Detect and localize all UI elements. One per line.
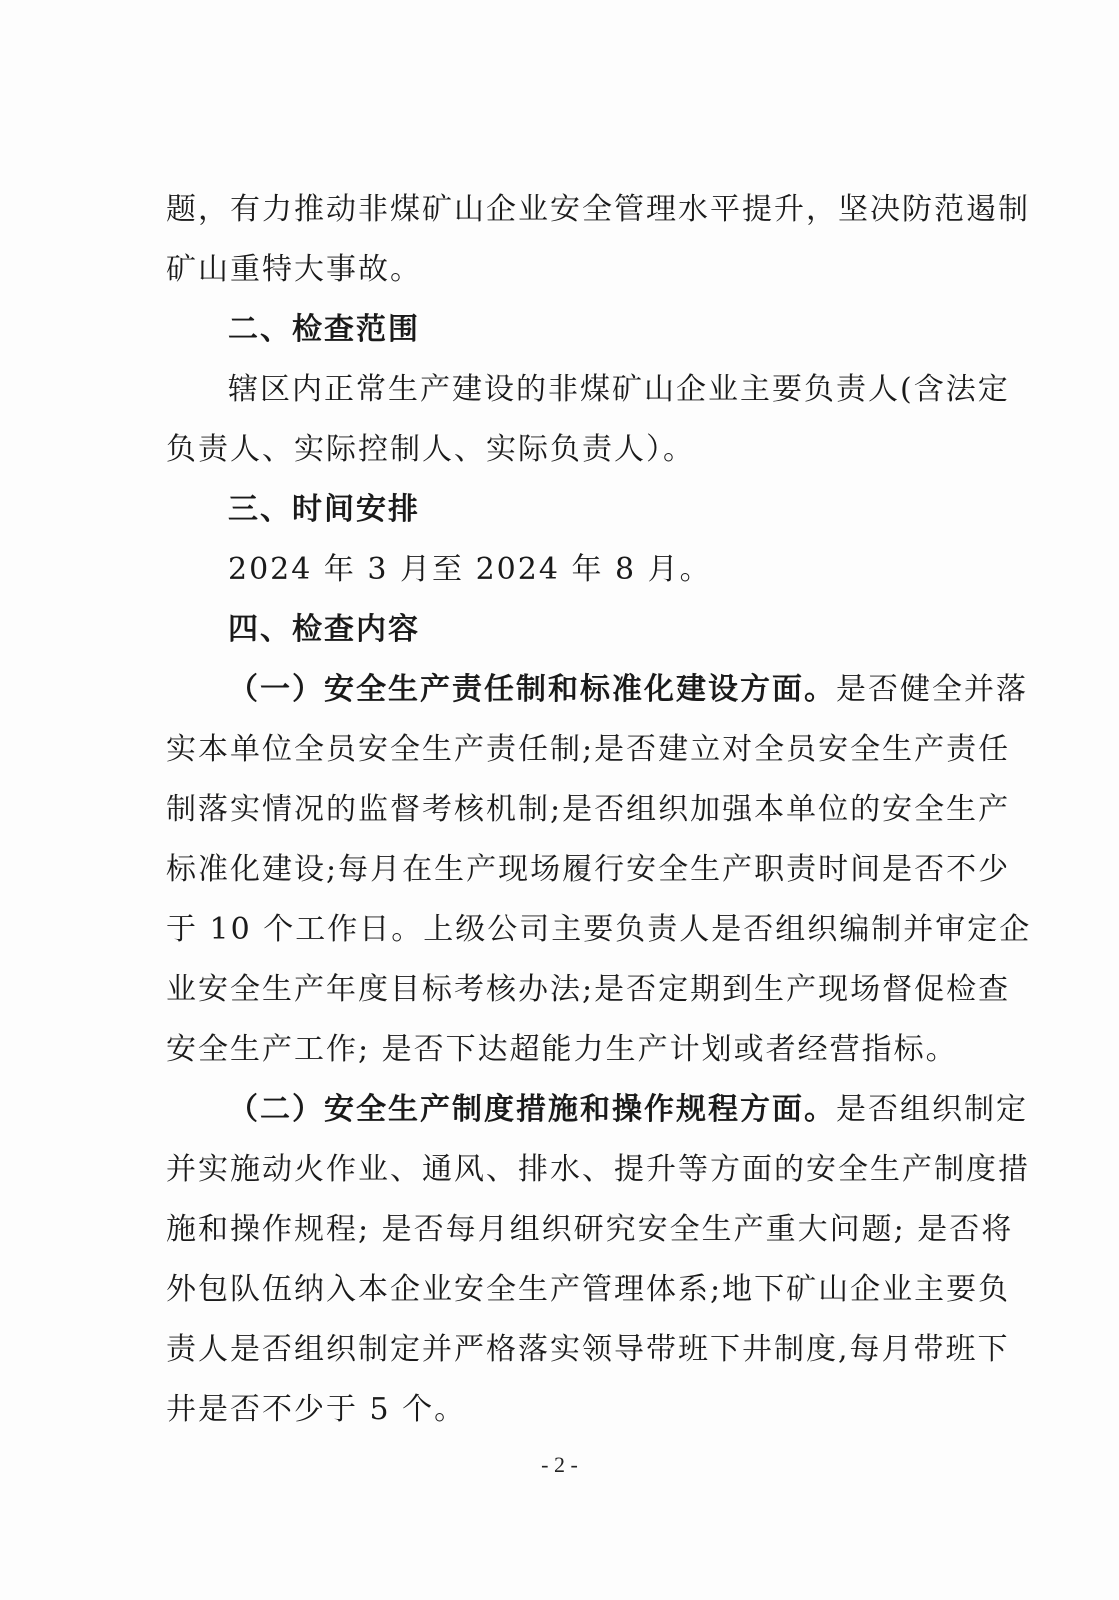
paragraph-line: 题，有力推动非煤矿山企业安全管理水平提升，坚决防范遏制 [166,192,1030,227]
paragraph-line [166,1080,1028,1140]
item-lead-rest: 是否健全并落 [836,672,1028,707]
paragraph-line: 矿山重特大事故。 [166,252,422,287]
paragraph-line: 业安全生产年度目标考核办法;是否定期到生产现场督促检查 [166,972,1011,1007]
item-lead-bold: （二）安全生产制度措施和操作规程方面。 [228,1092,836,1127]
paragraph-line: 责人是否组织制定并严格落实领导带班下井制度,每月带班下 [166,1332,1010,1367]
paragraph-line: 于 10 个工作日。上级公司主要负责人是否组织编制并审定企 [166,912,1032,947]
paragraph-line [166,660,1028,720]
paragraph-line: 外包队伍纳入本企业安全生产管理体系;地下矿山企业主要负 [166,1272,1011,1307]
section-heading-contents: 四、检查内容 [228,612,420,647]
paragraph-line: 辖区内正常生产建设的非煤矿山企业主要负责人(含法定 [228,372,1010,407]
section-heading-schedule: 三、时间安排 [228,492,420,527]
document-body [166,180,1032,1440]
item-lead-rest: 是否组织制定 [836,1092,1028,1127]
paragraph-line: 施和操作规程; 是否每月组织研究安全生产重大问题; 是否将 [166,1212,1014,1247]
paragraph-line: 负责人、实际控制人、实际负责人）。 [166,432,695,467]
section-heading-scope: 二、检查范围 [228,312,420,347]
item-lead-bold: （一）安全生产责任制和标准化建设方面。 [228,672,836,707]
paragraph-line: 安全生产工作; 是否下达超能力生产计划或者经营指标。 [166,1032,958,1067]
paragraph-line: 制落实情况的监督考核机制;是否组织加强本单位的安全生产 [166,792,1011,827]
paragraph-line: 并实施动火作业、通风、排水、提升等方面的安全生产制度措 [166,1152,1030,1187]
page-number: - 2 - [541,1452,578,1477]
paragraph-line: 实本单位全员安全生产责任制;是否建立对全员安全生产责任 [166,732,1011,767]
paragraph-line: 2024 年 3 月至 2024 年 8 月。 [228,552,712,587]
paragraph-line: 井是否不少于 5 个。 [166,1392,467,1427]
paragraph-line: 标准化建设;每月在生产现场履行安全生产职责时间是否不少 [166,852,1011,887]
